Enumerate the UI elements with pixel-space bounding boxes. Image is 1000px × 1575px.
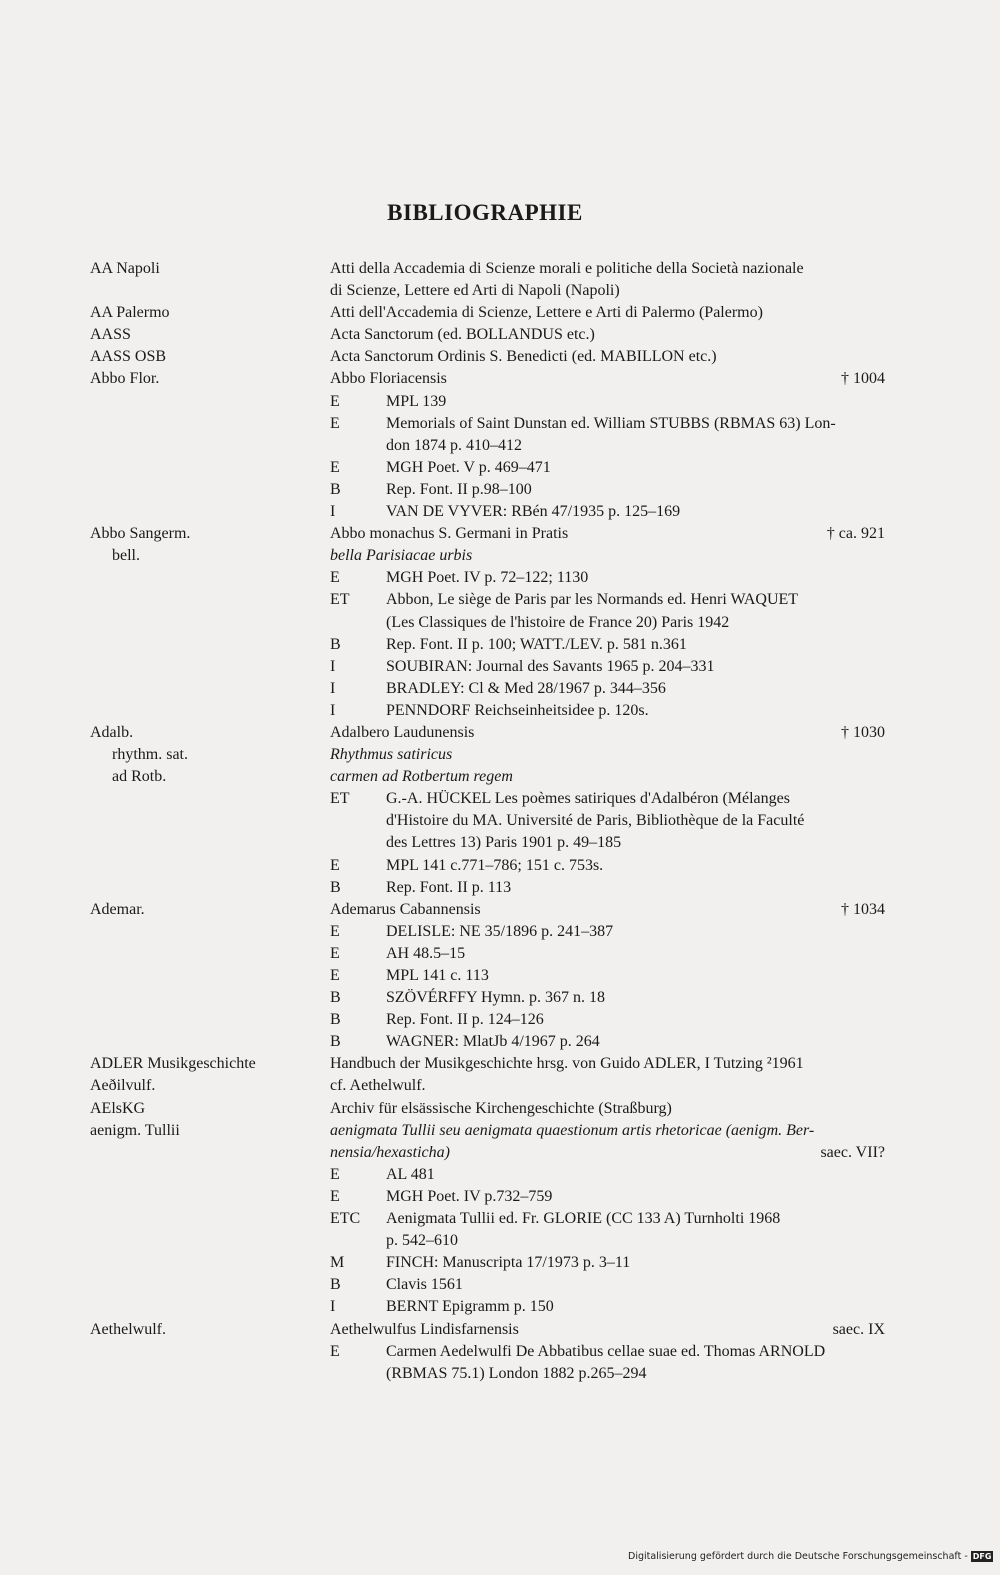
entry-body xyxy=(330,1319,885,1385)
source-text: (Les Classiques de l'histoire de France 20) Paris 1942 xyxy=(386,613,730,631)
heading-text: Abbo monachus S. Germani in Pratis xyxy=(330,525,569,543)
heading-line xyxy=(330,1319,885,1341)
heading-text: Archiv für elsässische Kirchengeschichte (Straßburg) xyxy=(330,1099,672,1117)
source-text: des Lettres 13) Paris 1901 p. 49–185 xyxy=(386,834,622,852)
source-line xyxy=(330,1031,885,1053)
heading-text: Acta Sanctorum Ordinis S. Benedicti (ed. MABILLON etc.) xyxy=(330,348,717,366)
heading-text: Acta Sanctorum (ed. BOLLANDUS etc.) xyxy=(330,326,595,344)
source-text: p. 542–610 xyxy=(386,1232,458,1250)
entry-abbreviation xyxy=(90,1075,330,1097)
date-label: † 1030 xyxy=(841,723,885,741)
source-code: ET xyxy=(330,790,350,808)
heading-text: Abbo Floriacensis xyxy=(330,370,447,388)
source-code: E xyxy=(330,569,340,587)
entry-abbreviation xyxy=(90,1098,330,1120)
source-text: Rep. Font. II p. 100; WATT./LEV. p. 581 n.361 xyxy=(386,635,687,653)
source-line xyxy=(330,413,885,435)
source-line xyxy=(330,1252,885,1274)
heading-line xyxy=(330,545,885,567)
source-code: ET xyxy=(330,591,350,609)
entry-abbreviation xyxy=(90,523,330,722)
entry-body xyxy=(330,368,885,523)
source-code: B xyxy=(330,989,341,1007)
heading-text: Rhythmus satiricus xyxy=(330,746,453,764)
source-text: AH 48.5–15 xyxy=(386,944,466,962)
source-line xyxy=(330,855,885,877)
source-line xyxy=(330,612,885,634)
source-text: FINCH: Manuscripta 17/1973 p. 3–11 xyxy=(386,1254,631,1272)
date-label: saec. VII? xyxy=(820,1143,885,1161)
source-text: Carmen Aedelwulfi De Abbatibus cellae suae ed. Thomas ARNOLD xyxy=(386,1342,826,1360)
abbreviation: AASS xyxy=(90,326,131,344)
source-line xyxy=(330,457,885,479)
source-code: E xyxy=(330,458,340,476)
source-text: AL 481 xyxy=(386,1165,435,1183)
source-code: I xyxy=(330,503,336,521)
heading-line xyxy=(330,899,885,921)
entry-body xyxy=(330,523,885,722)
footer-text: Digitalisierung gefördert durch die Deutsche Forschungsgemeinschaft - xyxy=(628,1551,968,1562)
entry-body xyxy=(330,346,885,368)
source-line xyxy=(330,567,885,589)
source-text: MPL 139 xyxy=(386,392,447,410)
source-line xyxy=(330,391,885,413)
entry-body xyxy=(330,324,885,346)
heading-line xyxy=(330,1075,885,1097)
source-code: B xyxy=(330,878,341,896)
bibliography-entry xyxy=(90,1075,885,1097)
source-line xyxy=(330,1274,885,1296)
date-label: saec. IX xyxy=(832,1320,885,1338)
bibliography-entry xyxy=(90,324,885,346)
bibliography-entry xyxy=(90,1053,885,1075)
date-label: † 1004 xyxy=(841,370,885,388)
heading-text: cf. Aethelwulf. xyxy=(330,1077,426,1095)
source-text: WAGNER: MlatJb 4/1967 p. 264 xyxy=(386,1033,600,1051)
source-code xyxy=(330,612,386,634)
source-text: G.-A. HÜCKEL Les poèmes satiriques d'Adalbéron (Mélanges xyxy=(386,790,790,808)
heading-text: Aethelwulfus Lindisfarnensis xyxy=(330,1320,519,1338)
abbreviation: AA Napoli xyxy=(90,260,160,277)
source-code: I xyxy=(330,657,336,675)
source-text: MPL 141 c. 113 xyxy=(386,967,489,984)
sub-abbreviation: bell. xyxy=(112,547,140,565)
bibliography-entry xyxy=(90,899,885,1054)
source-code: B xyxy=(330,1033,341,1051)
footer xyxy=(628,1551,998,1562)
source-line xyxy=(330,700,885,722)
source-line xyxy=(330,1186,885,1208)
source-code: I xyxy=(330,1298,336,1316)
entry-abbreviation xyxy=(90,899,330,1054)
heading-text: bella Parisiacae urbis xyxy=(330,547,473,565)
source-text: SZÖVÉRFFY Hymn. p. 367 n. 18 xyxy=(386,989,605,1007)
source-text: Rep. Font. II p.98–100 xyxy=(386,480,532,498)
entry-body xyxy=(330,1053,885,1075)
date-label: † 1034 xyxy=(841,900,885,918)
source-line xyxy=(330,1341,885,1363)
entry-abbreviation xyxy=(90,1053,330,1075)
source-code: ETC xyxy=(330,1210,361,1228)
source-code xyxy=(330,1230,386,1252)
abbreviation: AElsKG xyxy=(90,1099,146,1117)
bibliography-entry xyxy=(90,523,885,722)
source-text: MPL 141 c.771–786; 151 c. 753s. xyxy=(386,856,604,874)
bibliography-list xyxy=(90,258,885,1385)
source-line xyxy=(330,877,885,899)
sub-abbreviation: rhythm. sat. xyxy=(112,746,188,764)
source-code: E xyxy=(330,1165,340,1183)
source-text: MGH Poet. IV p.732–759 xyxy=(386,1187,553,1205)
source-line xyxy=(330,634,885,656)
sub-abbreviation: ad Rotb. xyxy=(112,768,167,786)
heading-text: Adalbero Laudunensis xyxy=(330,723,475,741)
source-code: E xyxy=(330,944,340,962)
source-text: PENNDORF Reichseinheitsidee p. 120s. xyxy=(386,701,649,719)
source-text: Clavis 1561 xyxy=(386,1276,463,1294)
source-code xyxy=(330,832,386,854)
source-text: d'Histoire du MA. Université de Paris, Bibliothèque de la Faculté xyxy=(386,812,805,830)
bibliography-entry xyxy=(90,1319,885,1385)
source-code: E xyxy=(330,856,340,874)
bibliography-entry xyxy=(90,258,885,302)
source-code xyxy=(330,810,386,832)
source-line xyxy=(330,832,885,854)
source-line xyxy=(330,479,885,501)
heading-line xyxy=(330,280,885,302)
abbreviation: ADLER Musikgeschichte xyxy=(90,1055,256,1073)
heading-text: Ademarus Cabannensis xyxy=(330,900,481,918)
source-code: E xyxy=(330,1187,340,1205)
entry-abbreviation xyxy=(90,258,330,302)
source-line xyxy=(330,921,885,943)
entry-body xyxy=(330,1075,885,1097)
source-line xyxy=(330,1009,885,1031)
heading-line xyxy=(330,302,885,324)
abbreviation: Ademar. xyxy=(90,900,145,918)
heading-line xyxy=(330,1098,885,1120)
entry-abbreviation xyxy=(90,1319,330,1385)
source-line xyxy=(330,788,885,810)
source-text: SOUBIRAN: Journal des Savants 1965 p. 204–331 xyxy=(386,657,715,675)
source-text: don 1874 p. 410–412 xyxy=(386,436,522,454)
source-line xyxy=(330,435,885,457)
heading-text: Atti della Accademia di Scienze morali e politiche della Società nazionale xyxy=(330,260,804,277)
source-text: BRADLEY: Cl & Med 28/1967 p. 344–356 xyxy=(386,679,666,697)
source-text: Aenigmata Tullii ed. Fr. GLORIE (CC 133 A) Turnholti 1968 xyxy=(386,1210,781,1228)
entry-body xyxy=(330,1120,885,1319)
heading-line xyxy=(330,1142,885,1164)
source-line xyxy=(330,810,885,832)
source-text: BERNT Epigramm p. 150 xyxy=(386,1298,554,1316)
source-code: B xyxy=(330,1011,341,1029)
source-text: Rep. Font. II p. 113 xyxy=(386,878,512,896)
entry-abbreviation xyxy=(90,368,330,523)
source-text: Memorials of Saint Dunstan ed. William STUBBS (RBMAS 63) Lon- xyxy=(386,414,836,432)
source-line xyxy=(330,943,885,965)
abbreviation: Adalb. xyxy=(90,723,134,741)
heading-line xyxy=(330,1120,885,1142)
source-line xyxy=(330,1230,885,1252)
abbreviation: Aeðilvulf. xyxy=(90,1077,156,1095)
date-label: † ca. 921 xyxy=(826,525,885,543)
heading-text: nensia/hexasticha) xyxy=(330,1143,450,1161)
source-line xyxy=(330,678,885,700)
entry-body xyxy=(330,722,885,899)
heading-line xyxy=(330,258,885,280)
source-line xyxy=(330,965,885,987)
bibliography-entry xyxy=(90,302,885,324)
heading-text: Atti dell'Accademia di Scienze, Lettere e Arti di Palermo (Palermo) xyxy=(330,304,763,322)
source-text: Abbon, Le siège de Paris par les Normands ed. Henri WAQUET xyxy=(386,591,799,609)
entry-abbreviation xyxy=(90,1120,330,1319)
entry-body xyxy=(330,302,885,324)
entry-abbreviation xyxy=(90,722,330,899)
dfg-logo: DFG xyxy=(972,1552,992,1561)
entry-body xyxy=(330,899,885,1054)
heading-line xyxy=(330,766,885,788)
source-line xyxy=(330,1164,885,1186)
heading-line xyxy=(330,722,885,744)
abbreviation: AA Palermo xyxy=(90,304,170,322)
source-code xyxy=(330,435,386,457)
heading-line xyxy=(330,1053,885,1075)
source-code xyxy=(330,1363,386,1385)
heading-text: di Scienze, Lettere ed Arti di Napoli (Napoli) xyxy=(330,282,620,300)
source-line xyxy=(330,1208,885,1230)
source-code: B xyxy=(330,1276,341,1294)
source-text: VAN DE VYVER: RBén 47/1935 p. 125–169 xyxy=(386,503,681,521)
source-text: MGH Poet. V p. 469–471 xyxy=(386,458,551,476)
page-title: BIBLIOGRAPHIE xyxy=(387,200,583,225)
source-code: B xyxy=(330,480,341,498)
source-code: B xyxy=(330,635,341,653)
source-text: (RBMAS 75.1) London 1882 p.265–294 xyxy=(386,1364,647,1382)
source-code: E xyxy=(330,967,340,984)
entry-abbreviation xyxy=(90,302,330,324)
source-line xyxy=(330,1363,885,1385)
source-code: E xyxy=(330,414,340,432)
abbreviation: Aethelwulf. xyxy=(90,1320,166,1338)
bibliography-entry xyxy=(90,1098,885,1120)
source-code: E xyxy=(330,922,340,940)
source-code: M xyxy=(330,1254,345,1272)
bibliography-entry xyxy=(90,346,885,368)
heading-text: Handbuch der Musikgeschichte hrsg. von Guido ADLER, I Tutzing ²1961 xyxy=(330,1055,804,1073)
entry-abbreviation xyxy=(90,346,330,368)
source-code: I xyxy=(330,679,336,697)
bibliography-entry xyxy=(90,368,885,523)
entry-body xyxy=(330,258,885,302)
source-code: I xyxy=(330,701,336,719)
abbreviation: aenigm. Tullii xyxy=(90,1121,180,1139)
bibliography-entry xyxy=(90,1120,885,1319)
heading-line xyxy=(330,368,885,390)
heading-line xyxy=(330,744,885,766)
heading-line xyxy=(330,523,885,545)
heading-line xyxy=(330,324,885,346)
source-line xyxy=(330,987,885,1009)
abbreviation: Abbo Flor. xyxy=(90,370,160,388)
source-line xyxy=(330,1296,885,1318)
source-line xyxy=(330,656,885,678)
heading-line xyxy=(330,346,885,368)
source-code: E xyxy=(330,392,340,410)
source-line xyxy=(330,589,885,611)
source-text: DELISLE: NE 35/1896 p. 241–387 xyxy=(386,922,614,940)
source-line xyxy=(330,501,885,523)
source-text: Rep. Font. II p. 124–126 xyxy=(386,1011,544,1029)
entry-abbreviation xyxy=(90,324,330,346)
source-text: MGH Poet. IV p. 72–122; 1130 xyxy=(386,569,589,587)
source-code: E xyxy=(330,1342,340,1360)
heading-text: aenigmata Tullii seu aenigmata quaestionum artis rhetoricae (aenigm. Ber- xyxy=(330,1121,815,1139)
abbreviation: AASS OSB xyxy=(90,348,167,366)
heading-text: carmen ad Rotbertum regem xyxy=(330,768,513,786)
bibliography-entry xyxy=(90,722,885,899)
abbreviation: Abbo Sangerm. xyxy=(90,525,191,543)
entry-body xyxy=(330,1098,885,1120)
